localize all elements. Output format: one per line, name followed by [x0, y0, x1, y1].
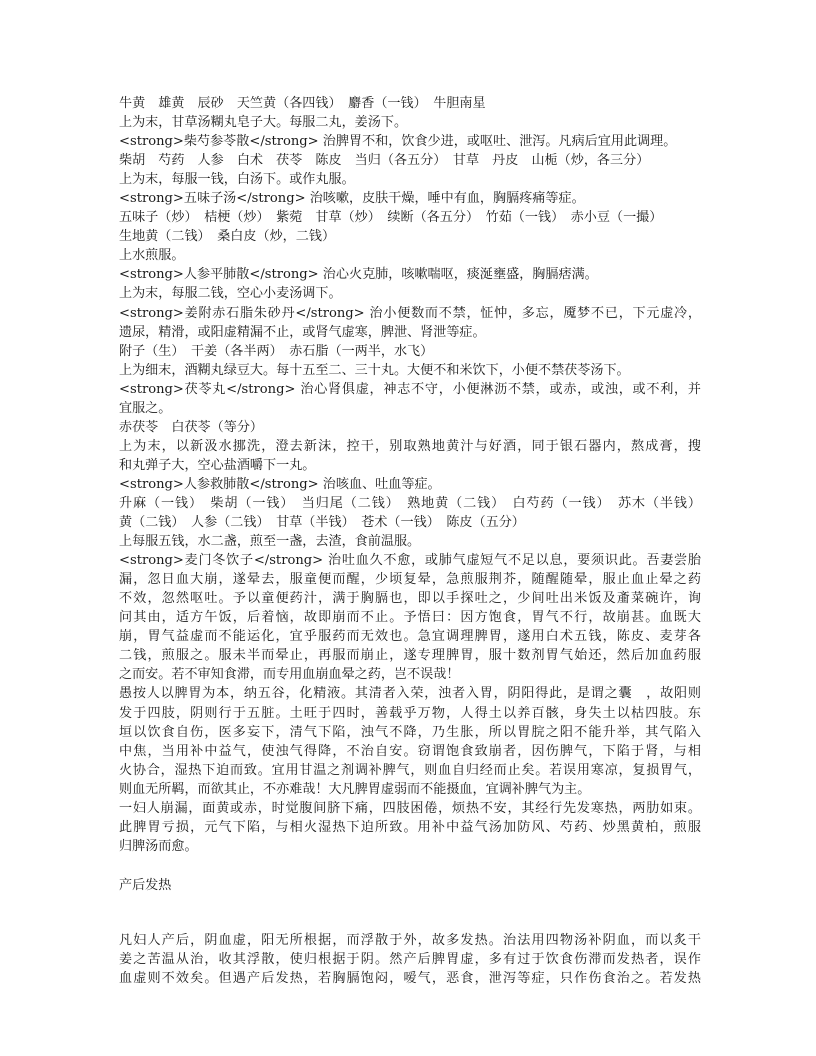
spacer	[119, 856, 701, 876]
text-line: 赤茯苓 白茯苓（等分）	[119, 419, 264, 435]
text-line: 上为末，每服二钱，空心小麦汤调下。	[119, 286, 342, 302]
text-line: 宜服之。	[119, 400, 172, 416]
text-line: 崩，胃气益虚而不能运化，宜乎服药而无效也。急宜调理脾胃，遂用白术五钱，陈皮、麦芽各	[119, 629, 701, 645]
text-line: 二钱，煎服之。服未半而晕止，再服而崩止，遂专理脾胃，服十数剂胃气始还，然后加血药服	[119, 648, 701, 664]
text-block-1	[119, 94, 701, 856]
text-line: 遗尿，精滑，或阳虚精漏不止，或肾气虚寒，脾泄、肾泄等症。	[119, 324, 486, 340]
text-line: 上为末，甘草汤糊丸皂子大。每服二丸，姜汤下。	[119, 115, 408, 131]
text-block-2	[119, 931, 701, 988]
text-line: 愚按人以脾胃为本，纳五谷，化精液。其清者入荣，浊者入胃，阴阳得此，是谓之囊 ，故阳则	[119, 686, 701, 702]
text-line: <strong>麦门冬饮子</strong> 治吐血久不愈，或肺气虚短气不足以息，要须识此。吾妻尝胎	[119, 553, 701, 569]
text-line: 则血无所羁，而欲其止，不亦难哉！大凡脾胃虚弱而不能摄血，宜调补脾气为主。	[119, 781, 591, 797]
section-title: 产后发热	[119, 877, 172, 893]
text-line: <strong>柴芍参苓散</strong> 治脾胃不和，饮食少进，或呕吐、泄泻。凡病后宜用此调理。	[119, 134, 677, 150]
text-line: 之而安。若不审知食滞，而专用血崩血晕之药，岂不误哉！	[119, 667, 460, 683]
text-line: 上为细末，酒糊丸绿豆大。每十五至二、三十丸。大便不和米饮下，小便不禁茯苓汤下。	[119, 362, 630, 378]
text-line: 附子（生） 干姜（各半两） 赤石脂（一两半，水飞）	[119, 343, 434, 359]
text-line: 黄（二钱） 人参（二钱） 甘草（半钱） 苍术（一钱） 陈皮（五分）	[119, 515, 525, 531]
text-line: <strong>茯苓丸</strong> 治心肾俱虚，神志不守，小便淋沥不禁，或赤，或浊，或不利，并	[119, 381, 701, 397]
text-line: 不效，忽然呕吐。予以童便药汁，满于胸膈也，即以手探吐之，少间吐出米饭及齑菜碗许，询	[119, 591, 701, 607]
spacer	[119, 895, 701, 931]
text-line: 问其由，适方午饭，后着恼，故即崩而不止。予悟曰：因方饱食，胃气不行，故崩甚。血既大	[119, 610, 701, 626]
text-line: 上为末，每服一钱，白汤下。或作丸服。	[119, 172, 355, 188]
text-line: <strong>人参平肺散</strong> 治心火克肺，咳嗽喘呕，痰涎壅盛，胸膈痞满。	[119, 267, 598, 283]
text-line: 一妇人崩漏，面黄或赤，时觉腹间脐下痛，四肢困倦，烦热不安，其经行先发寒热，两肋如束。	[119, 800, 701, 816]
text-line: 姜之苦温从治，收其浮散，使归根据于阴。然产后脾胃虚，多有过于饮食伤滞而发热者，误作	[119, 951, 701, 967]
text-line: 上每服五钱，水二盏，煎至一盏，去渣，食前温服。	[119, 534, 421, 550]
text-line: 火协合，湿热下迫而致。宜用甘温之剂调补脾气，则血自归经而止矣。若误用寒凉，复损胃气，	[119, 762, 701, 778]
document-page	[119, 94, 701, 988]
text-line: 垣以饮食自伤，医多妄下，清气下陷，浊气不降，乃生胀，所以胃脘之阳不能升举，其气陷入	[119, 724, 701, 740]
text-line: 牛黄 雄黄 辰砂 天竺黄（各四钱） 麝香（一钱） 牛胆南星	[119, 96, 486, 111]
text-line: 发于四肢，阴则行于五脏。土旺于四时，善载乎万物，人得土以养百骸，身失土以枯四肢。东	[119, 705, 701, 721]
text-line: <strong>五味子汤</strong> 治咳嗽，皮肤干燥，唾中有血，胸膈疼痛等症。	[119, 191, 585, 207]
text-line: 和丸弹子大，空心盐酒嚼下一丸。	[119, 457, 316, 473]
text-line: 生地黄（二钱） 桑白皮（炒，二钱）	[119, 229, 336, 245]
text-line: 血虚则不效矣。但遇产后发热，若胸膈饱闷，嗳气，恶食，泄泻等症，只作伤食治之。若发热	[119, 971, 701, 987]
text-line: 上水煎服。	[119, 248, 185, 264]
text-line: 五味子（炒） 桔梗（炒） 紫菀 甘草（炒） 续断（各五分） 竹茹（一钱） 赤小豆（一撮）	[119, 210, 663, 226]
text-line: 升麻（一钱） 柴胡（一钱） 当归尾（二钱） 熟地黄（二钱） 白芍药（一钱） 苏木（半钱）	[119, 495, 701, 511]
text-line: 中焦，当用补中益气，使浊气得降，不治自安。窃谓饱食致崩者，因伤脾气，下陷于肾，与相	[119, 743, 701, 759]
text-line: 漏，忽日血大崩，遂晕去，服童便而醒，少顷复晕，急煎服荆芥，随醒随晕，服止血止晕之药	[119, 572, 701, 588]
text-line: 归脾汤而愈。	[119, 838, 198, 854]
text-line: <strong>姜附赤石脂朱砂丹</strong> 治小便数而不禁，怔忡，多忘，魇梦不已，下元虚冷，	[119, 305, 701, 321]
text-line: 柴胡 芍药 人参 白术 茯苓 陈皮 当归（各五分） 甘草 丹皮 山栀（炒，各三分）	[119, 153, 650, 169]
text-line: 凡妇人产后，阴血虚，阳无所根据，而浮散于外，故多发热。治法用四物汤补阴血，而以炙干	[119, 932, 701, 948]
text-line: <strong>人参救肺散</strong> 治咳血、吐血等症。	[119, 476, 441, 492]
text-line: 上为末，以新汲水挪洗，澄去新沫，控干，别取熟地黄汁与好酒，同于银石器内，熬成膏，搜	[119, 438, 701, 454]
text-line: 此脾胃亏损，元气下陷，与相火湿热下迫所致。用补中益气汤加防风、芍药、炒黑黄柏，煎服	[119, 819, 701, 835]
